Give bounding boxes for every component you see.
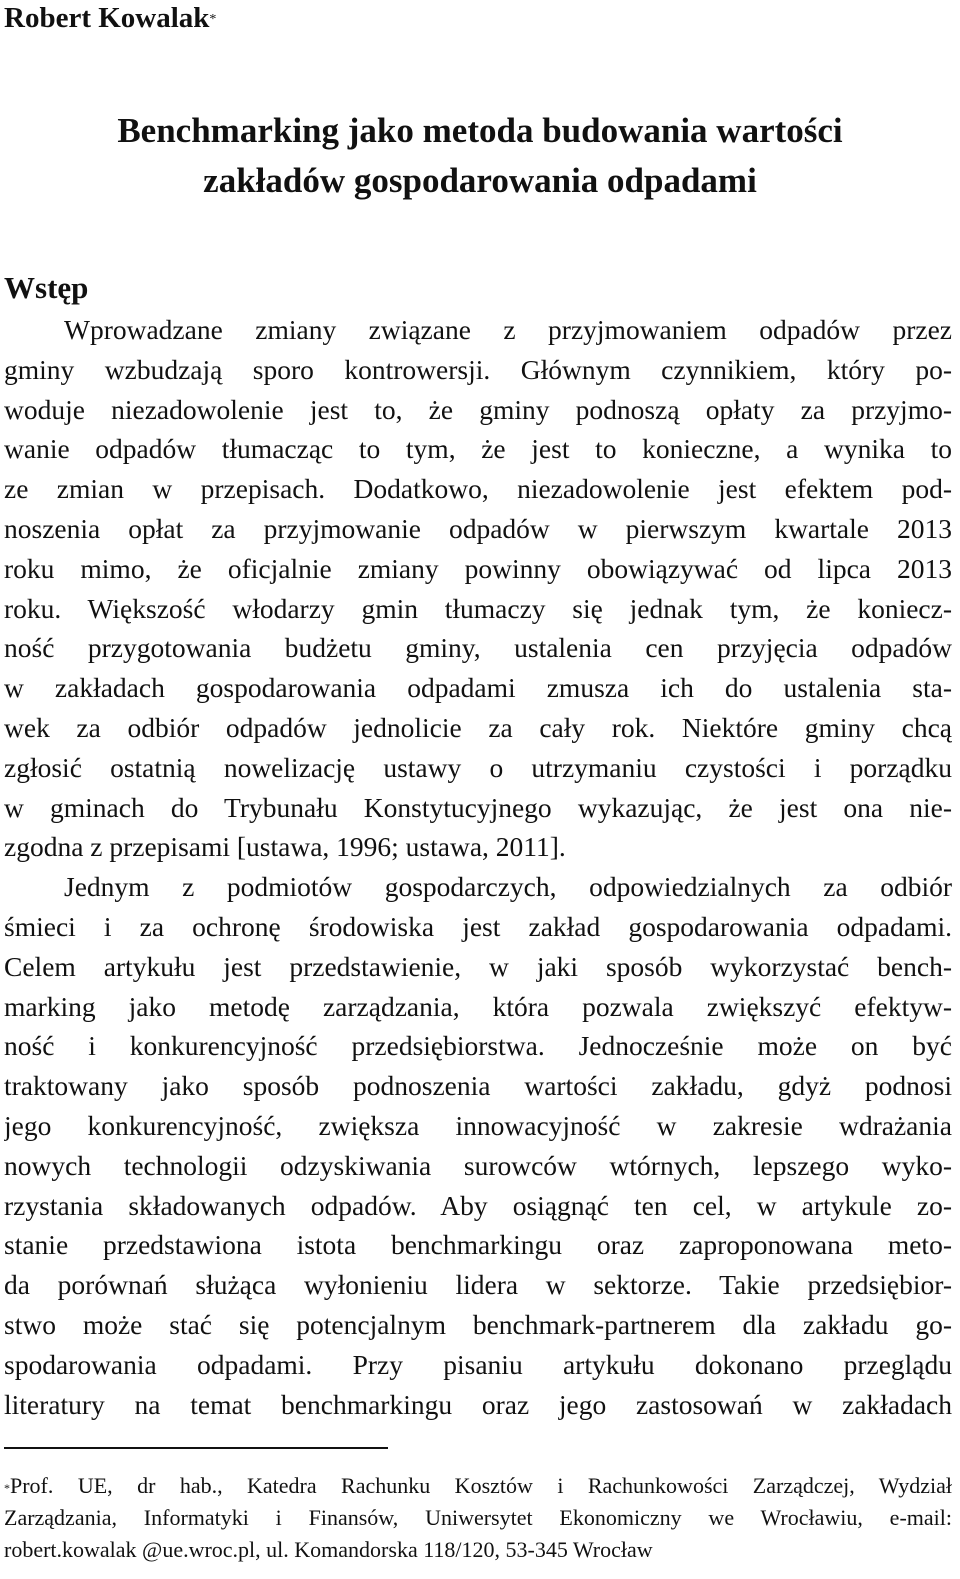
text-line: jego konkurencyjność, zwiększa innowacyjność w zakresie wdrażania bbox=[4, 1109, 952, 1141]
text-line: stanie przedstawiona istota benchmarkingu oraz zaproponowana meto- bbox=[4, 1229, 952, 1261]
text-line: ność i konkurencyjność przedsiębiorstwa. Jednocześnie może on być bbox=[4, 1030, 952, 1062]
author-footnote-mark: * bbox=[209, 12, 217, 27]
text-line: noszenia opłat za przyjmowanie odpadów w pierwszym kwartale 2013 bbox=[4, 512, 952, 544]
text-line: roku. Większość włodarzy gmin tłumaczy się jednak tym, że koniecz- bbox=[4, 592, 952, 624]
text-line: ze zmian w przepisach. Dodatkowo, niezadowolenie jest efektem pod- bbox=[4, 473, 952, 505]
footnote-line-3: robert.kowalak @ue.wroc.pl, ul. Komandorska 118/120, 53-345 Wrocław bbox=[4, 1537, 653, 1562]
footnote-mark: * bbox=[4, 1481, 10, 1495]
footnote bbox=[4, 1470, 952, 1566]
text-line: wek za odbiór odpadów jednolicie za cały rok. Niektóre gminy chcą bbox=[4, 711, 952, 743]
title-line-1: Benchmarking jako metoda budowania wartości bbox=[117, 111, 843, 150]
text-line: spodarowania odpadami. Przy pisaniu artykułu dokonano przeglądu bbox=[4, 1348, 952, 1380]
paragraph-2 bbox=[4, 867, 952, 1424]
text-line: Wprowadzane zmiany związane z przyjmowaniem odpadów przez bbox=[64, 314, 952, 345]
footnote-rule bbox=[4, 1447, 388, 1449]
text-line: Celem artykułu jest przedstawienie, w jaki sposób wykorzystać bench- bbox=[4, 950, 952, 982]
text-line: nowych technologii odzyskiwania surowców wtórnych, lepszego wyko- bbox=[4, 1149, 952, 1181]
text-line: stwo może stać się potencjalnym benchmark-partnerem dla zakładu go- bbox=[4, 1308, 952, 1340]
title-line-2: zakładów gospodarowania odpadami bbox=[203, 161, 757, 200]
text-line: woduje niezadowolenie jest to, że gminy podnoszą opłaty za przyjmo- bbox=[4, 393, 952, 425]
footnote-line-2: Zarządzania, Informatyki i Finansów, Uniwersytet Ekonomiczny we Wrocławiu, e-mail: bbox=[4, 1505, 952, 1530]
text-line: literatury na temat benchmarkingu oraz jego zastosowań w zakładach bbox=[4, 1388, 952, 1420]
text-line: wanie odpadów tłumacząc to tym, że jest to konieczne, a wynika to bbox=[4, 433, 952, 465]
footnote-line-1-text: Prof. UE, dr hab., Katedra Rachunku Kosztów i Rachunkowości Zarządczej, Wydział bbox=[10, 1473, 952, 1498]
text-line: zgłosić ostatnią nowelizację ustawy o utrzymaniu czystości i porządku bbox=[4, 751, 952, 783]
text-line: marking jako metodę zarządzania, która pozwala zwiększyć efektyw- bbox=[4, 990, 952, 1022]
text-line: rzystania składowanych odpadów. Aby osiągnąć ten cel, w artykule zo- bbox=[4, 1189, 952, 1221]
author-name-text: Robert Kowalak bbox=[4, 2, 210, 34]
body-text bbox=[4, 310, 952, 1424]
text-line: da porównań służąca wyłonieniu lidera w sektorze. Takie przedsiębior- bbox=[4, 1269, 952, 1301]
text-line: traktowany jako sposób podnoszenia wartości zakładu, gdyż podnosi bbox=[4, 1070, 952, 1102]
text-line: roku mimo, że oficjalnie zmiany powinny obowiązywać od lipca 2013 bbox=[4, 552, 952, 584]
text-line: zgodna z przepisami [ustawa, 1996; ustawa, 2011]. bbox=[4, 831, 566, 863]
article-title bbox=[0, 106, 960, 206]
author-name bbox=[4, 0, 216, 36]
text-line: w gminach do Trybunału Konstytucyjnego wykazując, że jest ona nie- bbox=[4, 791, 952, 823]
footnote-line-1 bbox=[4, 1470, 952, 1502]
text-line: gminy wzbudzają sporo kontrowersji. Głównym czynnikiem, który po- bbox=[4, 353, 952, 385]
text-line: w zakładach gospodarowania odpadami zmusza ich do ustalenia sta- bbox=[4, 672, 952, 704]
text-line: ność przygotowania budżetu gminy, ustalenia cen przyjęcia odpadów bbox=[4, 632, 952, 664]
paragraph-1 bbox=[4, 310, 952, 867]
text-line: śmieci i za ochronę środowiska jest zakład gospodarowania odpadami. bbox=[4, 910, 952, 942]
section-heading: Wstęp bbox=[4, 270, 89, 305]
text-line: Jednym z podmiotów gospodarczych, odpowiedzialnych za odbiór bbox=[64, 871, 952, 903]
